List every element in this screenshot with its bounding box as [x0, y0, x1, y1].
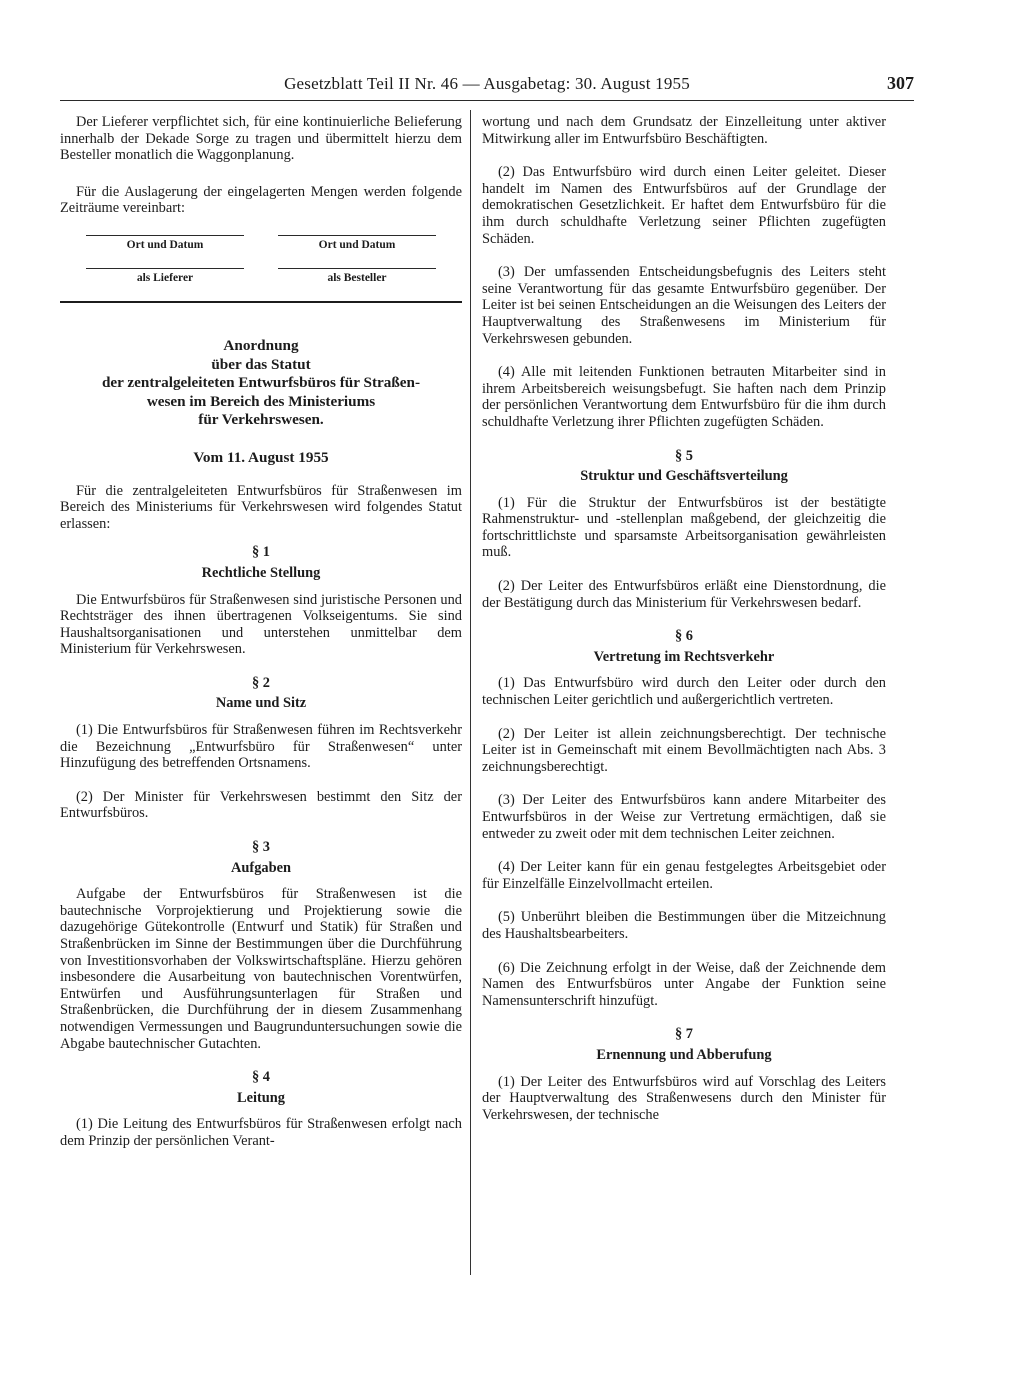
- order-title-line: über das Statut: [211, 355, 311, 373]
- section-6-paragraph-2: (2) Der Leiter ist allein zeichnungsberechtigt. Der technische Leiter ist in Gemeinschaft mit einem Bevollmächtigten nach Abs. 3 zeichnungsberechtigt.: [482, 725, 886, 775]
- column-divider: [470, 110, 471, 1275]
- section-2-paragraph-1: (1) Die Entwurfsbüros für Straßenwesen führen im Rechtsverkehr die Bezeichnung „Entwurfsbüro für Straßenwesen“ unter Hinzufügung des betreffenden Ortsnamens.: [60, 722, 462, 772]
- section-6-title: Vertretung im Rechtsverkehr: [593, 648, 775, 665]
- section-1-number: § 1: [252, 544, 270, 561]
- section-4-paragraph-3: (3) Der umfassenden Entscheidungsbefugnis des Leiters steht seine Verantwortung für das gesamte Entwurfsbüro gegenüber. Der Leiter ist bei seinen Entscheidungen an die Weisungen des Leiters der Hauptverwaltung des Straßenwesens im Ministerium für Verkehrswesen gebunden.: [482, 264, 886, 347]
- section-6-paragraph-5: (5) Unberührt bleiben die Bestimmungen über die Mitzeichnung des Haushaltsbearbeiters.: [482, 909, 886, 942]
- order-date: Vom 11. August 1955: [193, 448, 329, 466]
- section-3-paragraph: Aufgabe der Entwurfsbüros für Straßenwesen ist die bautechnische Vorprojektierung und Projektierung sowie die dazugehörige Gütekontrolle (Entwurf und Statik) für Straßen und Straßenbrücken im Sinne der Bestimmungen über die Durchführung von Investitionsvorhaben der Volkswirtschaftspläne. Hierzu gehören insbesondere die Ausarbeitung von bautechnischen Vorentwürfen, Entwürfen und Ausführungsunterlagen für Straßen und Straßenbrücken, die Durchführung der in diesem Zusammenhang notwendigen Vermessungen und Baugrunduntersuchungen sowie die Abgabe bautechnischer Gutachten.: [60, 886, 462, 1052]
- section-5-paragraph-2: (2) Der Leiter des Entwurfsbüros erläßt eine Dienstordnung, die der Bestätigung durch das Ministerium für Verkehrswesen bedarf.: [482, 578, 886, 611]
- header-title: Gesetzblatt Teil II Nr. 46 — Ausgabetag: 30. August 1955: [284, 74, 690, 93]
- section-5-title: Struktur und Geschäftsverteilung: [580, 468, 788, 485]
- section-2-title: Name und Sitz: [215, 695, 307, 712]
- section-2-paragraph-2: (2) Der Minister für Verkehrswesen bestimmt den Sitz der Entwurfsbüros.: [60, 788, 462, 822]
- page-header: [60, 70, 914, 101]
- section-6-number: § 6: [675, 628, 693, 645]
- section-5-paragraph-1: (1) Für die Struktur der Entwurfsbüros ist der bestätigte Rahmenstruktur- und -stellenplan maßgebend, der gleichzeitig die fortschrittlichste und sparsamste Arbeitsorganisation gewährleisten muß.: [482, 494, 886, 561]
- signature-place-date-supplier: Ort und Datum: [86, 235, 244, 252]
- section-4-number: § 4: [252, 1069, 270, 1086]
- section-2-number: § 2: [252, 674, 270, 691]
- section-rule: [60, 301, 462, 303]
- section-3-title: Aufgaben: [231, 859, 291, 876]
- order-title-line: für Verkehrswesen.: [198, 411, 324, 429]
- section-6-paragraph-4: (4) Der Leiter kann für ein genau festgelegtes Arbeitsgebiet oder für Einzelfälle Einzelvollmacht erteilen.: [482, 859, 886, 892]
- signature-supplier: als Lieferer: [86, 268, 244, 285]
- section-4-paragraph-1-continued: wortung und nach dem Grundsatz der Einzelleitung unter aktiver Mitwirkung aller im Entwurfsbüro Beschäftigten.: [482, 114, 886, 147]
- section-4-paragraph-4: (4) Alle mit leitenden Funktionen betrauten Mitarbeiter sind in ihrem Arbeitsbereich weisungsbefugt. Sie haften nach dem Prinzip der persönlichen Verantwortung dem Entwurfsbüro für die ihm durch schuldhafte Verletzung ihrer Pflichten zugefügten Schäden.: [482, 364, 886, 430]
- signature-row-place-date: [60, 235, 462, 252]
- section-7-number: § 7: [675, 1026, 693, 1043]
- order-title-line: wesen im Bereich des Ministeriums: [146, 392, 376, 410]
- section-6-paragraph-1: (1) Das Entwurfsbüro wird durch den Leiter oder durch den technischen Leiter gerichtlich und außergerichtlich vertreten.: [482, 675, 886, 709]
- order-title-line: Anordnung: [223, 336, 299, 354]
- section-5-number: § 5: [675, 447, 693, 464]
- section-1-title: Rechtliche Stellung: [201, 564, 321, 581]
- storage-paragraph: Für die Auslagerung der eingelagerten Mengen werden folgende Zeiträume vereinbart:: [60, 183, 462, 217]
- section-7-title: Ernennung und Abberufung: [596, 1046, 772, 1063]
- section-4-paragraph-1: (1) Die Leitung des Entwurfsbüros für Straßenwesen erfolgt nach dem Prinzip der persönlichen Verant-: [60, 1116, 462, 1149]
- section-4-paragraph-2: (2) Das Entwurfsbüro wird durch einen Leiter geleitet. Dieser handelt im Namen des Entwurfsbüros auf der Grundlage der demokratischen Gesetzlichkeit. Er haftet dem Entwurfsbüro für die ihm durch schuldhafte Verletzung seiner Pflichten zugefügten Schäden.: [482, 164, 886, 247]
- signature-row-parties: [60, 268, 462, 285]
- right-column: [482, 114, 886, 1123]
- order-title-line: der zentralgeleiteten Entwurfsbüros für Straßen-: [101, 374, 421, 392]
- delivery-paragraph: Der Lieferer verpflichtet sich, für eine kontinuierliche Belieferung innerhalb der Dekade Sorge zu tragen und übermittelt hierzu dem Besteller monatlich die Waggonplanung.: [60, 114, 462, 164]
- signature-place-date-customer: Ort und Datum: [278, 235, 436, 252]
- signature-customer: als Besteller: [278, 268, 436, 285]
- section-1-paragraph: Die Entwurfsbüros für Straßenwesen sind juristische Personen und Rechtsträger des ihnen übertragenen Volkseigentums. Sie sind Haushaltsorganisationen und unterstehen unmittelbar dem Ministerium für Verkehrswesen.: [60, 591, 462, 658]
- section-7-paragraph-1: (1) Der Leiter des Entwurfsbüros wird auf Vorschlag des Leiters der Hauptverwaltung des Straßenwesens durch den Minister für Verkehrswesen, der technische: [482, 1073, 886, 1123]
- page-number: 307: [887, 73, 914, 93]
- section-6-paragraph-3: (3) Der Leiter des Entwurfsbüros kann andere Mitarbeiter des Entwurfsbüros in der Weise zur Vertretung ermächtigen, daß sie entweder zu zweit oder mit dem technischen Leiter zeichnen.: [482, 792, 886, 842]
- order-title: [60, 337, 462, 430]
- section-3-number: § 3: [252, 839, 270, 856]
- section-4-title: Leitung: [237, 1089, 285, 1106]
- left-column: [60, 114, 462, 1150]
- intro-paragraph: Für die zentralgeleiteten Entwurfsbüros für Straßenwesen im Bereich des Ministeriums für Verkehrswesen wird folgendes Statut erlassen:: [60, 482, 462, 532]
- section-6-paragraph-6: (6) Die Zeichnung erfolgt in der Weise, daß der Zeichnende dem Namen des Entwurfsbüros unter Angabe der Funktion seine Namensunterschrift hinzufügt.: [482, 959, 886, 1009]
